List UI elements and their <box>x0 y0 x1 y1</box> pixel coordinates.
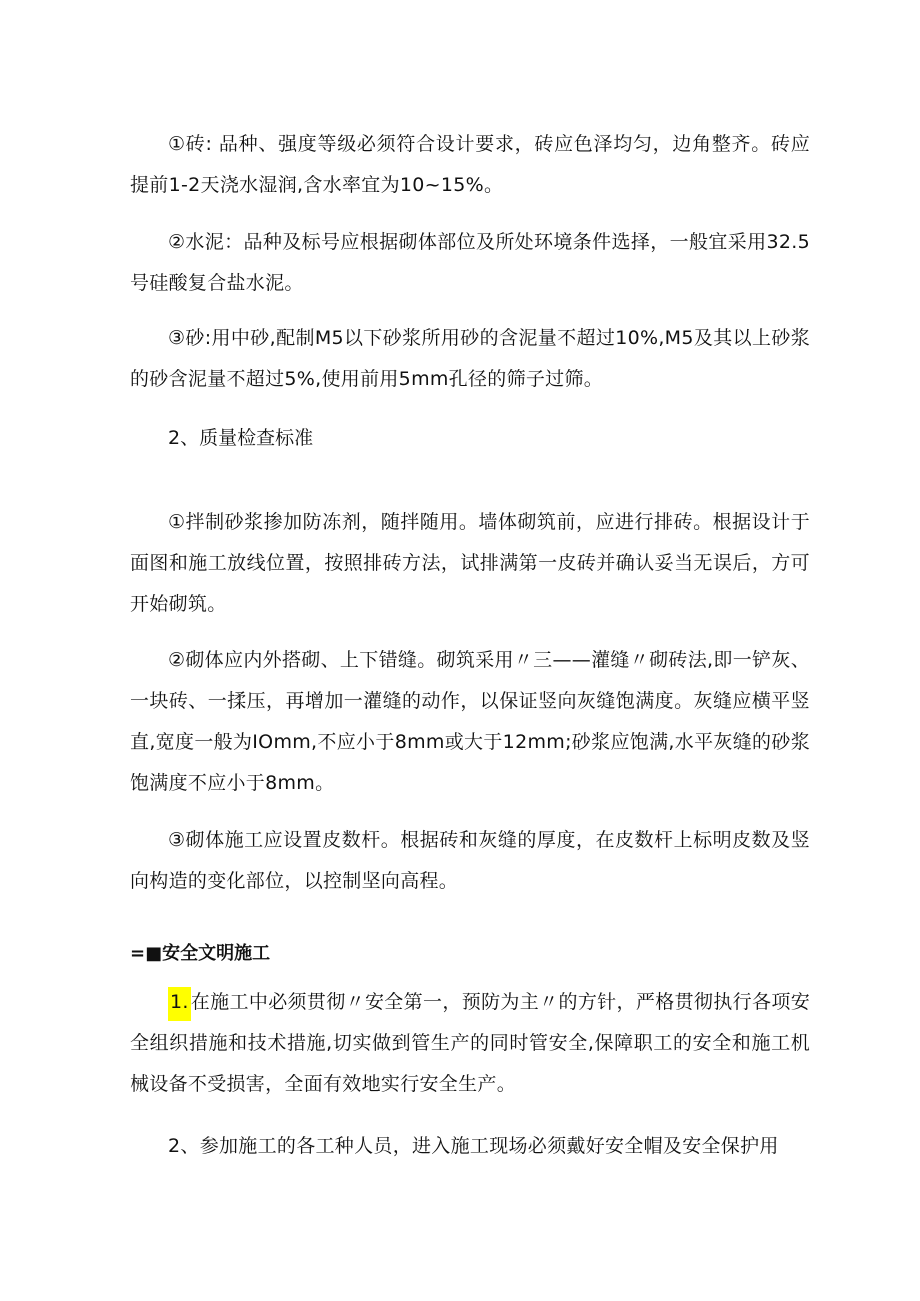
subheading-quality-standard: 2、质量检查标准 <box>168 427 314 449</box>
paragraph-safety-policy-text: 在施工中必须贯彻〃安全第一，预防为主〃的方针，严格贯彻执行各项安全组织措施和技术措施,切实做到管生产的同时管安全,保障职工的安全和施工机械设备不受损害，全面有效地实行安全生产。 <box>130 991 810 1095</box>
paragraph-mortar: ①拌制砂浆掺加防冻剂，随拌随用。墙体砌筑前，应进行排砖。根据设计于面图和施工放线位置，按照排砖方法，试排满第一皮砖并确认妥当无误后，方可开始砌筑。 <box>130 511 810 615</box>
item-number-highlight: 1. <box>168 987 191 1021</box>
paragraph-safety-policy <box>130 982 810 1105</box>
paragraph-brick: ①砖: 品种、强度等级必须符合设计要求，砖应色泽均匀，边角整齐。砖应提前1-2天浇水湿润,含水率宜为10~15%。 <box>130 133 810 196</box>
paragraph-safety-gear: 2、参加施工的各工种人员，进入施工现场必须戴好安全帽及安全保护用 <box>168 1135 779 1157</box>
paragraph-sand: ③砂:用中砂,配制M5以下砂浆所用砂的含泥量不超过10%,M5及其以上砂浆的砂含泥量不超过5%,使用前用5mm孔径的筛子过筛。 <box>130 327 810 390</box>
paragraph-story-pole: ③砌体施工应设置皮数杆。根据砖和灰缝的厚度，在皮数杆上标明皮数及竖向构造的变化部位，以控制坚向高程。 <box>130 829 810 892</box>
section-heading-safety: =■安全文明施工 <box>130 943 271 964</box>
paragraph-cement: ②水泥：品种及标号应根据砌体部位及所处环境条件选择，一般宜采用32.5号硅酸复合盐水泥。 <box>130 231 810 294</box>
paragraph-masonry: ②砌体应内外搭砌、上下错缝。砌筑采用〃三——灌缝〃砌砖法,即一铲灰、一块砖、一揉压，再增加一灌缝的动作，以保证竖向灰缝饱满度。灰缝应横平竖直,宽度一般为IOmm,不应小于8mm或大于12mm;砂浆应饱满,水平灰缝的砂浆饱满度不应小于8mm。 <box>130 649 810 794</box>
